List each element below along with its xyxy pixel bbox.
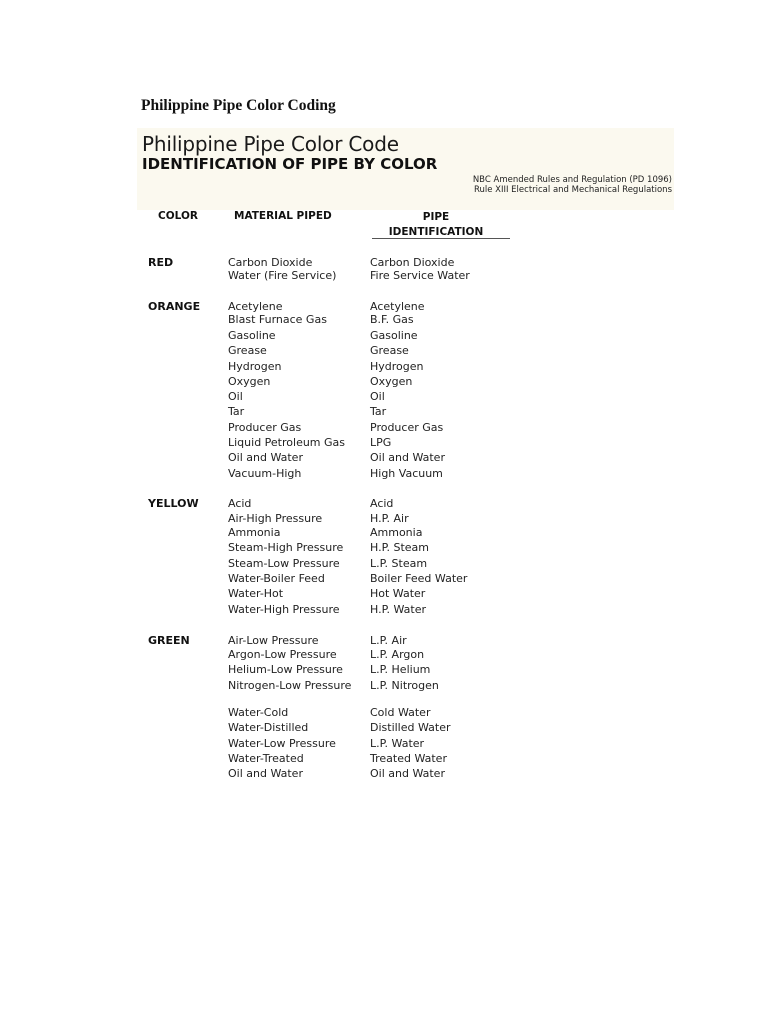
pipe-identification-cell: Hydrogen <box>370 360 424 373</box>
color-name: GREEN <box>148 634 190 647</box>
pipe-identification-cell: L.P. Helium <box>370 663 431 676</box>
reference-line-2: Rule XIII Electrical and Mechanical Regulations <box>473 185 672 195</box>
banner-subtitle: IDENTIFICATION OF PIPE BY COLOR <box>142 155 438 173</box>
material-piped-cell: Water-Hot <box>228 587 284 600</box>
material-piped-cell: Vacuum-High <box>228 467 302 480</box>
color-name: RED <box>148 256 174 269</box>
pipe-identification-cell: Tar <box>370 405 387 418</box>
header-underline <box>372 238 510 239</box>
column-header-identification-line1: PIPE <box>422 211 450 223</box>
material-piped-cell: Acid <box>228 497 252 510</box>
column-header-identification-line2: IDENTIFICATION <box>388 226 484 238</box>
pipe-identification-cell: High Vacuum <box>370 467 443 480</box>
material-piped-cell: Hydrogen <box>228 360 282 373</box>
material-piped-cell: Water-Cold <box>228 706 289 719</box>
pipe-identification-cell: L.P. Nitrogen <box>370 679 439 692</box>
pipe-identification-cell: Oil and Water <box>370 451 445 464</box>
pipe-identification-cell: LPG <box>370 436 392 449</box>
material-piped-cell: Argon-Low Pressure <box>228 648 337 661</box>
header-banner <box>137 128 674 210</box>
column-header-identification <box>372 210 500 240</box>
material-piped-cell: Air-Low Pressure <box>228 634 319 647</box>
pipe-identification-cell: H.P. Water <box>370 603 427 616</box>
material-piped-cell: Helium-Low Pressure <box>228 663 343 676</box>
pipe-identification-cell: Producer Gas <box>370 421 444 434</box>
pipe-identification-cell: Oil <box>370 390 385 403</box>
material-piped-cell: Steam-High Pressure <box>228 541 344 554</box>
pipe-identification-cell: L.P. Air <box>370 634 407 647</box>
material-piped-cell: Oxygen <box>228 375 271 388</box>
material-piped-cell: Air-High Pressure <box>228 512 323 525</box>
pipe-identification-cell: Oil and Water <box>370 767 445 780</box>
pipe-identification-cell: Fire Service Water <box>370 269 470 282</box>
material-piped-cell: Water-Boiler Feed <box>228 572 325 585</box>
material-piped-cell: Water-Low Pressure <box>228 737 336 750</box>
material-piped-cell: Tar <box>228 405 245 418</box>
color-name: ORANGE <box>148 300 201 313</box>
pipe-identification-cell: Acetylene <box>370 300 425 313</box>
pipe-identification-cell: Oxygen <box>370 375 413 388</box>
material-piped-cell: Blast Furnace Gas <box>228 313 327 326</box>
material-piped-cell: Water (Fire Service) <box>228 269 337 282</box>
pipe-identification-cell: Boiler Feed Water <box>370 572 468 585</box>
material-piped-cell: Carbon Dioxide <box>228 256 313 269</box>
pipe-identification-cell: Carbon Dioxide <box>370 256 455 269</box>
pipe-identification-cell: L.P. Argon <box>370 648 425 661</box>
pipe-identification-cell: Hot Water <box>370 587 426 600</box>
material-piped-cell: Liquid Petroleum Gas <box>228 436 346 449</box>
pipe-identification-cell: L.P. Water <box>370 737 425 750</box>
material-piped-cell: Nitrogen-Low Pressure <box>228 679 352 692</box>
pipe-identification-cell: Acid <box>370 497 394 510</box>
material-piped-cell: Oil and Water <box>228 451 303 464</box>
material-piped-cell: Producer Gas <box>228 421 302 434</box>
pipe-identification-cell: L.P. Steam <box>370 557 428 570</box>
pipe-identification-cell: Cold Water <box>370 706 431 719</box>
document-title: Philippine Pipe Color Coding <box>141 97 336 114</box>
pipe-identification-cell: Ammonia <box>370 526 423 539</box>
material-piped-cell: Water-High Pressure <box>228 603 340 616</box>
material-piped-cell: Oil and Water <box>228 767 303 780</box>
pipe-identification-cell: Grease <box>370 344 409 357</box>
pipe-identification-cell: H.P. Air <box>370 512 409 525</box>
pipe-identification-cell: Treated Water <box>370 752 447 765</box>
material-piped-cell: Water-Treated <box>228 752 304 765</box>
material-piped-cell: Ammonia <box>228 526 281 539</box>
material-piped-cell: Acetylene <box>228 300 283 313</box>
column-header-material: MATERIAL PIPED <box>234 210 332 222</box>
column-header-color: COLOR <box>158 210 198 222</box>
pipe-identification-cell: B.F. Gas <box>370 313 414 326</box>
pipe-identification-cell: H.P. Steam <box>370 541 430 554</box>
material-piped-cell: Grease <box>228 344 267 357</box>
pipe-identification-cell: Distilled Water <box>370 721 451 734</box>
material-piped-cell: Oil <box>228 390 243 403</box>
reference-line-1: NBC Amended Rules and Regulation (PD 1096) <box>472 175 672 185</box>
color-name: YELLOW <box>148 497 199 510</box>
material-piped-cell: Water-Distilled <box>228 721 309 734</box>
banner-title: Philippine Pipe Color Code <box>142 132 399 156</box>
material-piped-cell: Steam-Low Pressure <box>228 557 340 570</box>
material-piped-cell: Gasoline <box>228 329 276 342</box>
pipe-identification-cell: Gasoline <box>370 329 418 342</box>
